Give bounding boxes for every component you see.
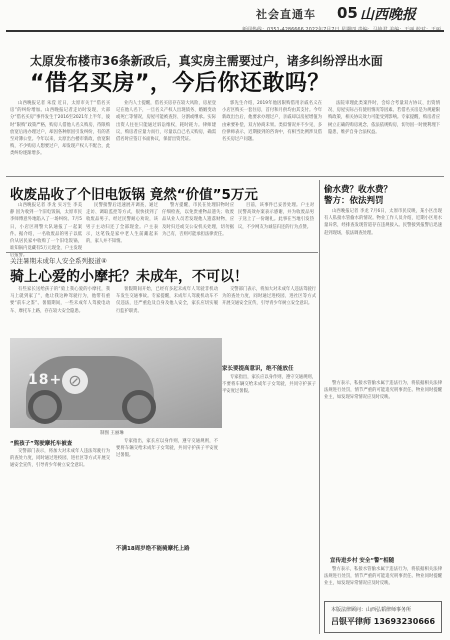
- sidebar-paragraph: 警方表示，私接水管偷水属于违法行为，将依据相关法律法规进行处罚，情节严重的可能追究刑事责任。物业同时提醒业主，如发现异常情况应及时反映。: [324, 567, 442, 587]
- sidebar-column: [324, 208, 442, 376]
- sidebar-paragraph: 山西晚报记者 李龙 7月6日，太原市民反映，某小区出现有人私接水管偷水的情况。物业工作人员介绍，近期小区用水量异常，经排查发现管道存在违规接入。民警接到报警后迅速赶到现场，依法调查处理。: [324, 209, 442, 236]
- sidebar-headline: 偷水费？收水费？: [324, 185, 393, 195]
- sidebar-box-title: 宣传进乡村 安全“警”相随: [330, 558, 395, 564]
- story1-paragraph: 郭先生介绍，2019年他因限购借用亲戚名义在小店区购买一套住房，首付和月供均由其支付。今年新政出台后，他要求办理过户，亲戚却以房屋增值为由索要补偿，双方协商未果。类似情况并不少见，多位律师表示，近期接到的咨询中，有相当比例涉及借名买房过户问题。: [222, 101, 322, 143]
- story3-column: [10, 286, 110, 336]
- header-rule: [6, 30, 444, 32]
- story3-series-kicker: 关注暑期未成年人安全系列报道④: [10, 257, 107, 265]
- legal-advisor-firm: 本版法律顾问：山西弘韬律师事务所: [331, 607, 412, 613]
- story1-paragraph: 业内人士提醒，借名买房存在较大风险，房屋登记在他人名下，一旦名义产权人出现债务、婚姻变动或死亡等情况，房屋可能被查封、分割或继承。实际出资人往往只能通过诉讼维权，耗时耗力。律师建议，购房者应量力而行，尽量以自己名义购房，确需借名时应签订书面协议，保留出资凭证。: [116, 101, 216, 143]
- story3-column: [10, 448, 110, 634]
- sidebar-column: [324, 380, 442, 552]
- story2-paragraph: 警方提醒，市民在处理旧物时应仔细检查，以免贵重物品遗失；收废品从业人员若发现他人遗落财物，应及时归还或交公安机关处理，切勿据为己有，否则可能承担法律责任。: [162, 203, 234, 237]
- story3-paragraph: 暑假期间开始，已经有多起未成年人驾驶非机动车发生交通事故。专家提醒，未成年人驾驶机动车不仅违法，还严重危及自身及他人安全，家长应切实履行监护职责。: [116, 287, 218, 314]
- story3-paragraph: 有些家长送给孩子的“骑上我心爱的小摩托，我马上就到家了”，他让我这种驾驶行为，他带有重要“前车之鉴”。暑假期间，一些未成年人驾驶电动车、摩托车上路，存在较大安全隐患。: [10, 287, 110, 314]
- story3-paragraph: 专家指出，家长应以身作则，遵守交通规则，不要将车辆交给未成年子女驾驶，共同守护孩子平安度过暑假。: [222, 375, 316, 395]
- story3-column: [116, 286, 218, 336]
- story2-paragraph: 民警接警后迅速展开调查，通过走访、调取监控等方式，很快找到了收废品男子。经过民警耐心劝说，该男子主动归还了全部现金。户主表示，这笔钱是家中老人生前藏起来的，家人并不知情。: [86, 203, 158, 245]
- story2-column: [162, 202, 234, 248]
- story1-column: [10, 100, 110, 172]
- motorbike-wheel-shape: [28, 390, 62, 424]
- legal-advisor-contact: 吕银平律师 13693230666: [331, 617, 436, 626]
- story2-headline: 收废品收了个旧电饭锅 竟然“价值”5万元: [10, 187, 258, 203]
- story2-paragraph: 目前，该事件已妥善处理。户主对民警高效办案表示感谢，并为收废品男子送上了一份谢礼。此事在当地引发热议，不少网友为诚信归还的行为点赞。: [238, 203, 314, 230]
- section-divider: [6, 252, 318, 253]
- story3-column: [222, 374, 316, 632]
- legal-advisor-box: [324, 601, 442, 633]
- story2-column: [10, 202, 82, 259]
- paper-logo: 山西晚报: [360, 7, 416, 23]
- story3-column: [116, 438, 218, 540]
- story3-paragraph: 交警部门表示，将加大对未成年人违法驾驶行为的查处力度，同时通过进校园、进社区等方式开展交通安全宣传，引导青少年树立安全意识。: [10, 449, 110, 469]
- story3-column: [222, 286, 316, 360]
- story1-paragraph: 山西晚报记者 朱滢 近日，太原市关于“借名买房”的纠纷增加。山西晚报记者走访时发现，大部分“借名买房”事件发生于2016至2021年上半年，彼时“限购”政策严格，购房人借他人名义购房，待限购放宽后再办理过户，却因各种原因引发纠纷，有的甚至对簿公堂。今年以来，太原出台楼市新政，放宽限购，不少购房人想要过户，却发现产权人不配合，此类纠纷逐渐增多。: [10, 101, 110, 157]
- section-name: 社会直通车: [256, 8, 316, 21]
- story1-headline: “借名买房”，今后你还敢吗？: [30, 71, 330, 96]
- story1-column: [222, 100, 322, 172]
- sidebar-paragraph: 警方表示，私接水管偷水属于违法行为，将依据相关法律法规进行处罚，情节严重的可能追究刑事责任。物业同时提醒业主，如发现异常情况应及时反映。: [324, 381, 442, 401]
- story3-headline: 骑上心爱的小摩托？未成年，不可以！: [10, 269, 248, 285]
- story1-kicker: 太原发布楼市36条新政后，真实房主需要过户，诸多纠纷浮出水面: [30, 54, 383, 68]
- story3-subhead: 不满18周岁绝不能骑摩托上路: [116, 546, 190, 552]
- sidebar-subheadline: 警方：依法判罚: [324, 196, 384, 206]
- section-divider: [6, 176, 444, 177]
- story1-column: [328, 100, 440, 172]
- story3-paragraph: 交警部门表示，将加大对未成年人违法驾驶行为的查处力度，同时通过进校园、进社区等方式开展交通安全宣传，引导青少年树立安全意识。: [222, 287, 316, 307]
- story1-paragraph: 法院审理此类案件时，会综合考量双方协议、出资情况、房屋实际占有使用情况等因素。若借名买房是为规避限购政策，相关协议效力可能受到影响。专家提醒，购房者应树立正确的购房观念，依法依规购房，切勿因一时便利埋下隐患，维护自身合法权益。: [328, 101, 440, 135]
- motorbike-wheel-shape: [122, 390, 156, 424]
- story3-subhead: 家长要提高意识，绝不能放任: [222, 366, 294, 372]
- story2-column: [86, 202, 158, 248]
- page-number: 05: [337, 4, 358, 22]
- story3-paragraph: 专家指出，家长应以身作则，遵守交通规则，不要将车辆交给未成年子女驾驶，共同守护孩子平安度过暑假。: [116, 439, 218, 459]
- sidebar-column: [324, 566, 442, 598]
- story2-paragraph: 山西晚报记者 李龙 实习生 李美静 因为收到一个旧电饭锅，太原市民李师傅意外地陷入了一场纠纷。7月5日，小店区刑警大队通报了一起案件。据介绍，一名收废品的男子以低价从居民家中收购了一个旧电饭锅，谁知锅内竟藏有5万元现金，户主发现后报警。: [10, 203, 82, 259]
- age-badge: 18+: [28, 372, 63, 388]
- story2-column: [238, 202, 314, 248]
- motorbike-illustration: [10, 338, 222, 428]
- story3-subhead: “熊孩子”驾驶摩托车被查: [10, 441, 73, 447]
- photo-caption: 制图 王丽琳: [100, 431, 124, 436]
- prohibition-icon: ⊘: [62, 368, 88, 394]
- column-divider: [319, 180, 320, 634]
- story1-column: [116, 100, 216, 172]
